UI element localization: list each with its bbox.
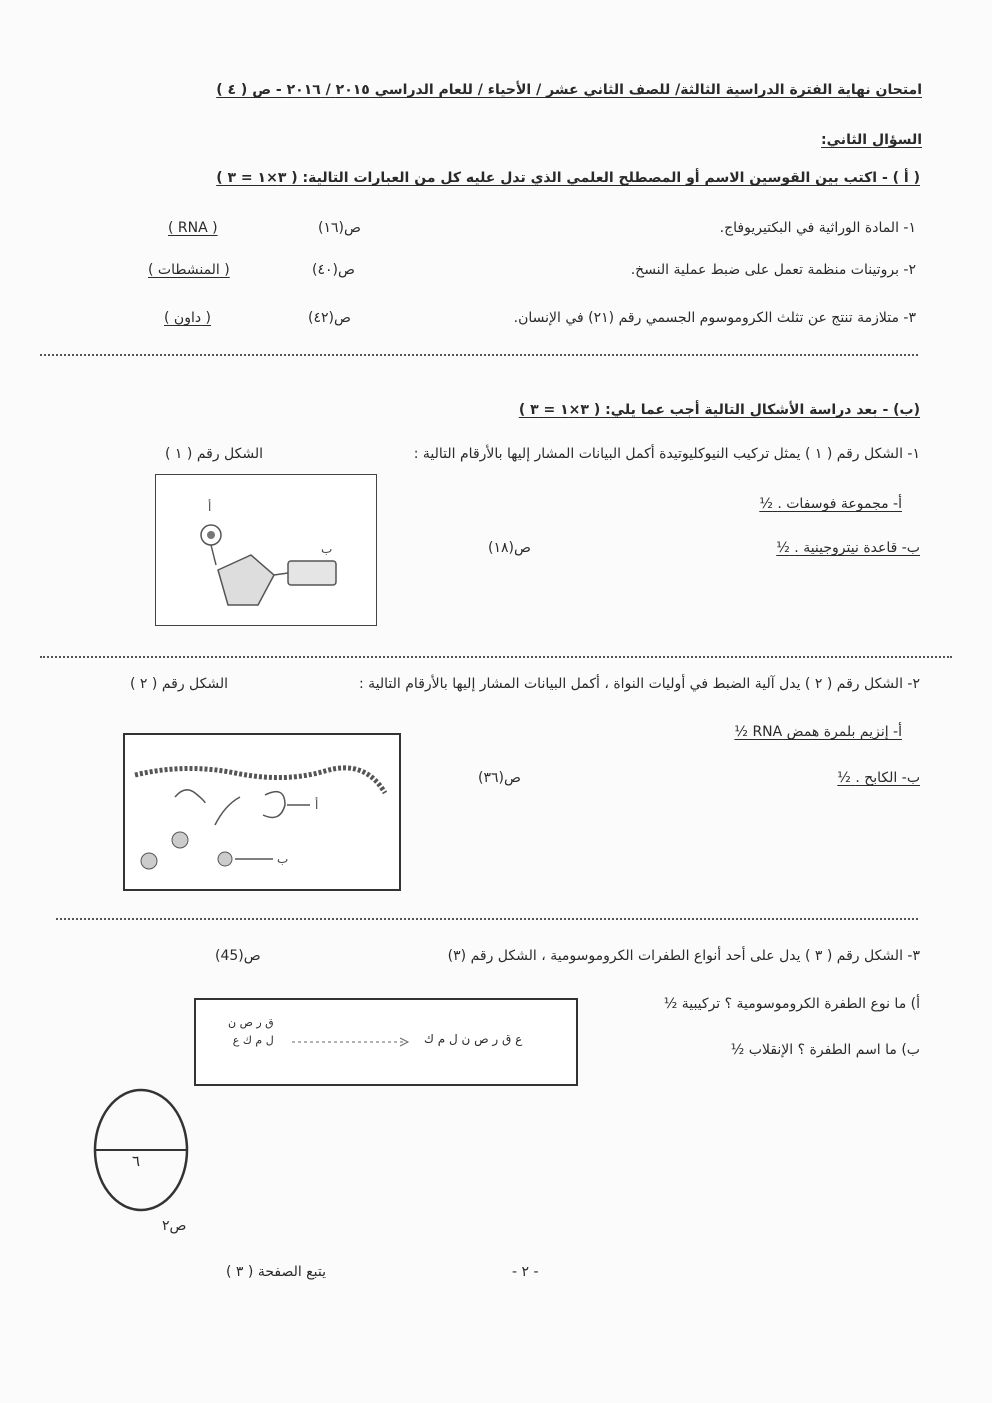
q1-answer-b: ب- قاعدة نيتروجينية . ½ bbox=[776, 540, 920, 556]
figure-1-box bbox=[155, 474, 377, 626]
part-a-item-3-ref: ص(٤٢) bbox=[308, 310, 351, 326]
q3-answer-b: ب) ما اسم الطفرة ؟ الإنقلاب ½ bbox=[730, 1042, 920, 1058]
part-a-item-2-answer: ( المنشطات ) bbox=[148, 262, 230, 278]
q2-ref: ص(٣٦) bbox=[478, 770, 521, 786]
q2-figure-label: الشكل رقم ( ٢ ) bbox=[130, 676, 229, 692]
fig2-mark-a: أ bbox=[315, 798, 319, 812]
part-a-item-3-answer: ( داون ) bbox=[164, 310, 212, 326]
prokaryote-regulation-diagram bbox=[125, 735, 399, 889]
q2-answer-b: ب- الكابح . ½ bbox=[837, 770, 920, 786]
q2-text: ٢- الشكل رقم ( ٢ ) يدل آلية الضبط في أوليات النواة ، أكمل البيانات المشار إليها بالأرقام التالية : bbox=[359, 676, 920, 692]
fig3-before: ق ر ص ن ل م ك ع bbox=[228, 1016, 274, 1047]
q3-ref: ص(45) bbox=[215, 948, 261, 964]
fig1-mark-b: ب bbox=[321, 542, 333, 556]
q3-answer-a: أ) ما نوع الطفرة الكروموسومية ؟ تركيبية ½ bbox=[663, 996, 920, 1012]
fig1-mark-a: أ bbox=[208, 500, 212, 514]
divider-3 bbox=[56, 918, 918, 920]
q1-ref: ص(١٨) bbox=[488, 540, 531, 556]
page-header: امتحان نهاية الفترة الدراسية الثالثة/ للصف الثاني عشر / الأحياء / للعام الدراسي ٢٠١٥ / ٢٠١٦ - ص ( ٤ ) bbox=[216, 82, 922, 98]
section-title: السؤال الثاني: bbox=[821, 132, 922, 148]
part-a-item-1-ref: ص(١٦) bbox=[318, 220, 361, 236]
q2-answer-a: أ- إنزيم بلمرة همض RNA ½ bbox=[734, 724, 902, 740]
score-value: ٦ bbox=[132, 1152, 141, 1170]
divider-1 bbox=[40, 354, 918, 356]
part-a-item-2: ٢- بروتينات منظمة تعمل على ضبط عملية النسخ. bbox=[630, 262, 916, 278]
part-b-instruction: (ب) - بعد دراسة الأشكال التالية أجب عما يلي: ( ٣×١ = ٣ ) bbox=[518, 402, 920, 418]
continue-note: يتبع الصفحة ( ٣ ) bbox=[226, 1264, 326, 1280]
q3-text: ٣- الشكل رقم ( ٣ ) يدل على أحد أنواع الطفرات الكروموسومية ، الشكل رقم (٣) bbox=[447, 948, 920, 964]
nucleotide-diagram bbox=[156, 475, 376, 625]
q1-text: ١- الشكل رقم ( ١ ) يمثل تركيب النيوكليوتيدة أكمل البيانات المشار إليها بالأرقام التالية : bbox=[413, 446, 920, 462]
fig3-after: ع ق ر ص ن ل م ك bbox=[424, 1032, 523, 1046]
part-a-item-1: ١- المادة الوراثية في البكتيريوفاج. bbox=[719, 220, 916, 236]
fig2-mark-b: ب bbox=[277, 852, 289, 866]
q1-answer-a: أ- مجموعة فوسفات . ½ bbox=[759, 496, 902, 512]
q1-figure-label: الشكل رقم ( ١ ) bbox=[165, 446, 264, 462]
footer-page-ref: ص٢ bbox=[162, 1218, 187, 1234]
part-a-instruction: ( أ ) - اكتب بين القوسين الاسم أو المصطلح العلمي الذي تدل عليه كل من العبارات التالية: ( ٣×١ = ٣ ) bbox=[216, 170, 920, 186]
score-circle bbox=[88, 1086, 198, 1216]
part-a-item-3: ٣- متلازمة تنتج عن تثلث الكروموسوم الجسمي رقم (٢١) في الإنسان. bbox=[513, 310, 916, 326]
divider-2 bbox=[40, 656, 952, 658]
part-a-item-2-ref: ص(٤٠) bbox=[312, 262, 355, 278]
part-a-item-1-answer: ( RNA ) bbox=[168, 220, 218, 236]
page-number: - ٢ - bbox=[512, 1264, 539, 1280]
figure-2-box bbox=[123, 733, 401, 891]
